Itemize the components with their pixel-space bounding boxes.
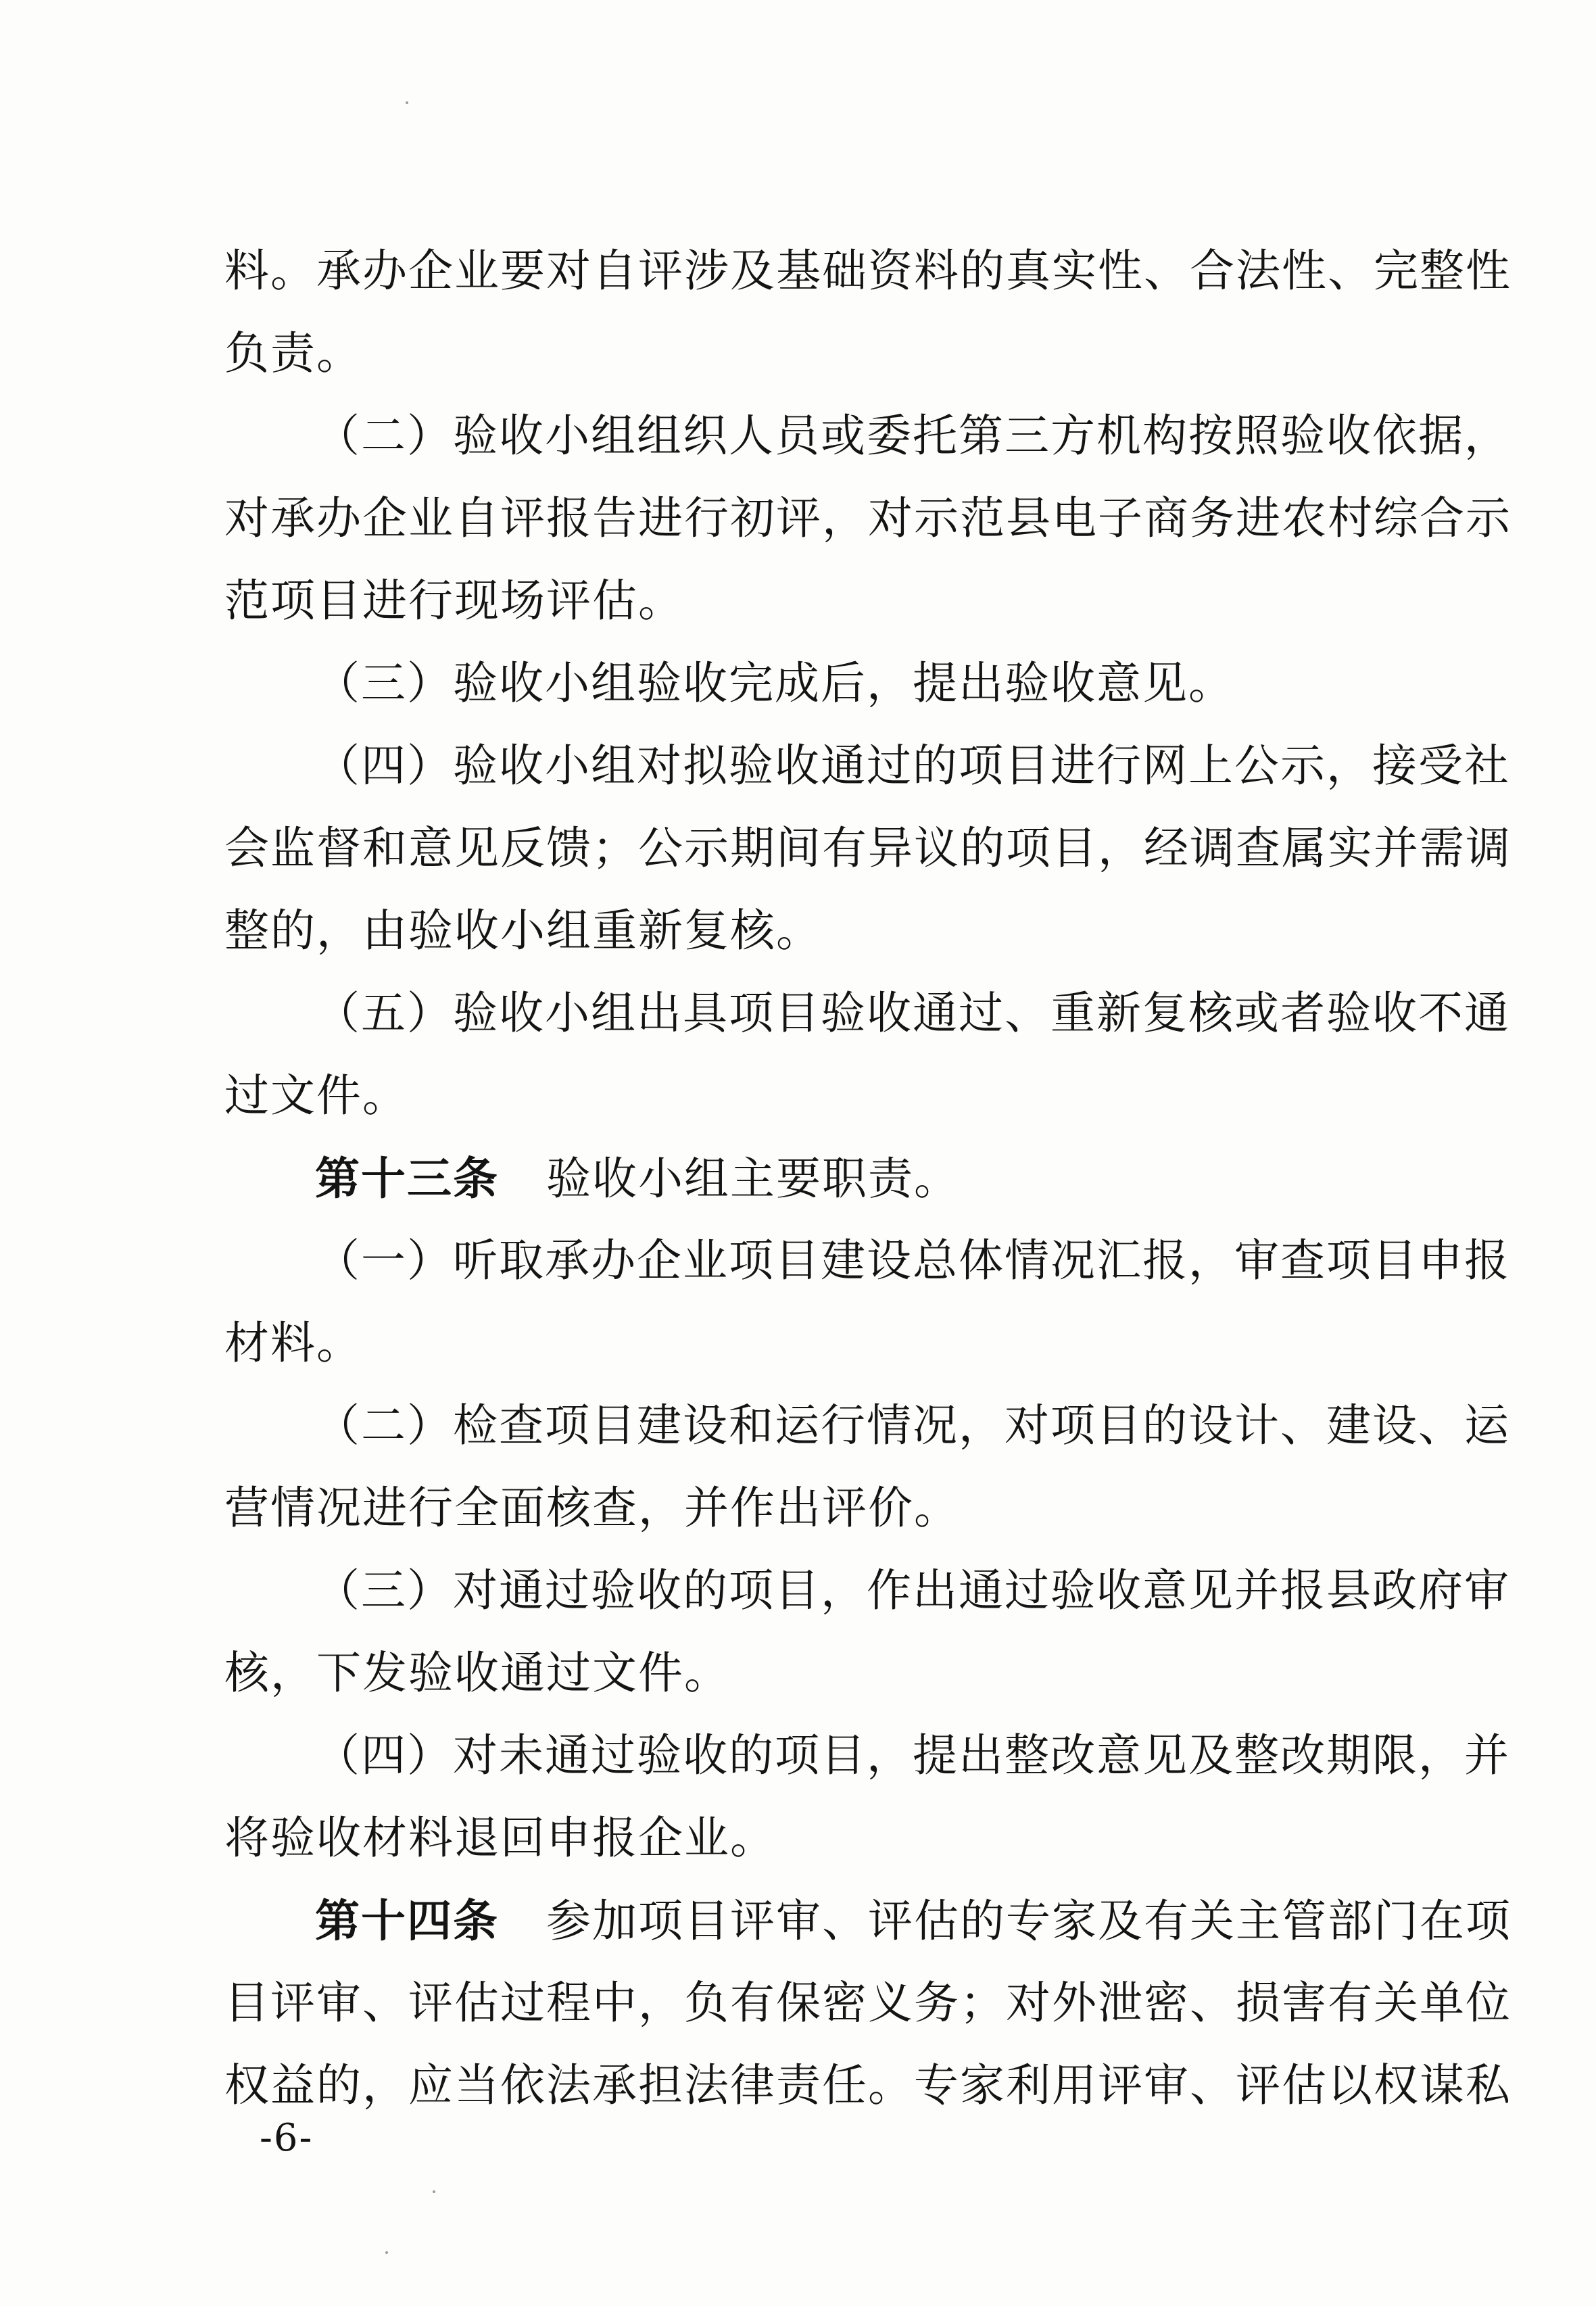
text-line: 负责。 — [224, 327, 362, 379]
text-line: 将验收材料退回申报企业。 — [224, 1812, 776, 1864]
text-line: 料。承办企业要对自评涉及基础资料的真实性、合法性、完整性 — [224, 245, 1512, 297]
text-line: （五）验收小组出具项目验收通过、重新复核或者验收不通 — [315, 987, 1510, 1039]
text-line: （二）验收小组组织人员或委托第三方机构按照验收依据， — [315, 410, 1510, 462]
text-line: 营情况进行全面核查，并作出评价。 — [224, 1482, 960, 1534]
text-line: （四）验收小组对拟验收通过的项目进行网上公示，接受社 — [315, 740, 1510, 792]
text-line: （一）听取承办企业项目建设总体情况汇报，审查项目申报 — [315, 1234, 1510, 1287]
text-line: 范项目进行现场评估。 — [224, 575, 684, 627]
article-13-line — [224, 1137, 1441, 1220]
text-line: （三）对通过验收的项目，作出通过验收意见并报县政府审 — [315, 1564, 1510, 1616]
article-13-text: 验收小组主要职责。 — [546, 1153, 960, 1205]
text-line: （二）检查项目建设和运行情况，对项目的设计、建设、运 — [315, 1399, 1510, 1451]
scan-speck — [385, 2251, 388, 2254]
article-14-heading: 第十四条 — [315, 1894, 499, 1947]
scan-speck — [433, 2190, 435, 2193]
text-line: （四）对未通过验收的项目，提出整改意见及整改期限，并 — [315, 1729, 1510, 1781]
scan-speck — [406, 101, 408, 104]
page-number: -6- — [260, 2116, 314, 2160]
text-line: 目评审、评估过程中，负有保密义务；对外泄密、损害有关单位 — [224, 1977, 1512, 2029]
text-line: 整的，由验收小组重新复核。 — [224, 905, 822, 957]
text-line: 会监督和意见反馈；公示期间有异议的项目，经调查属实并需调 — [224, 822, 1512, 874]
article-14-text: 参加项目评审、评估的专家及有关主管部门在项 — [546, 1895, 1512, 1947]
text-line: 核，下发验收通过文件。 — [224, 1647, 730, 1699]
text-line: 过文件。 — [224, 1070, 408, 1122]
article-13-heading: 第十三条 — [315, 1152, 499, 1205]
text-line: 材料。 — [224, 1317, 362, 1369]
text-line: 权益的，应当依法承担法律责任。专家利用评审、评估以权谋私 — [224, 2059, 1512, 2111]
document-body — [224, 230, 1512, 2127]
article-14-line — [224, 1879, 1512, 1962]
text-line: （三）验收小组验收完成后，提出验收意见。 — [315, 657, 1234, 709]
text-line: 对承办企业自评报告进行初评，对示范县电子商务进农村综合示 — [224, 492, 1512, 544]
